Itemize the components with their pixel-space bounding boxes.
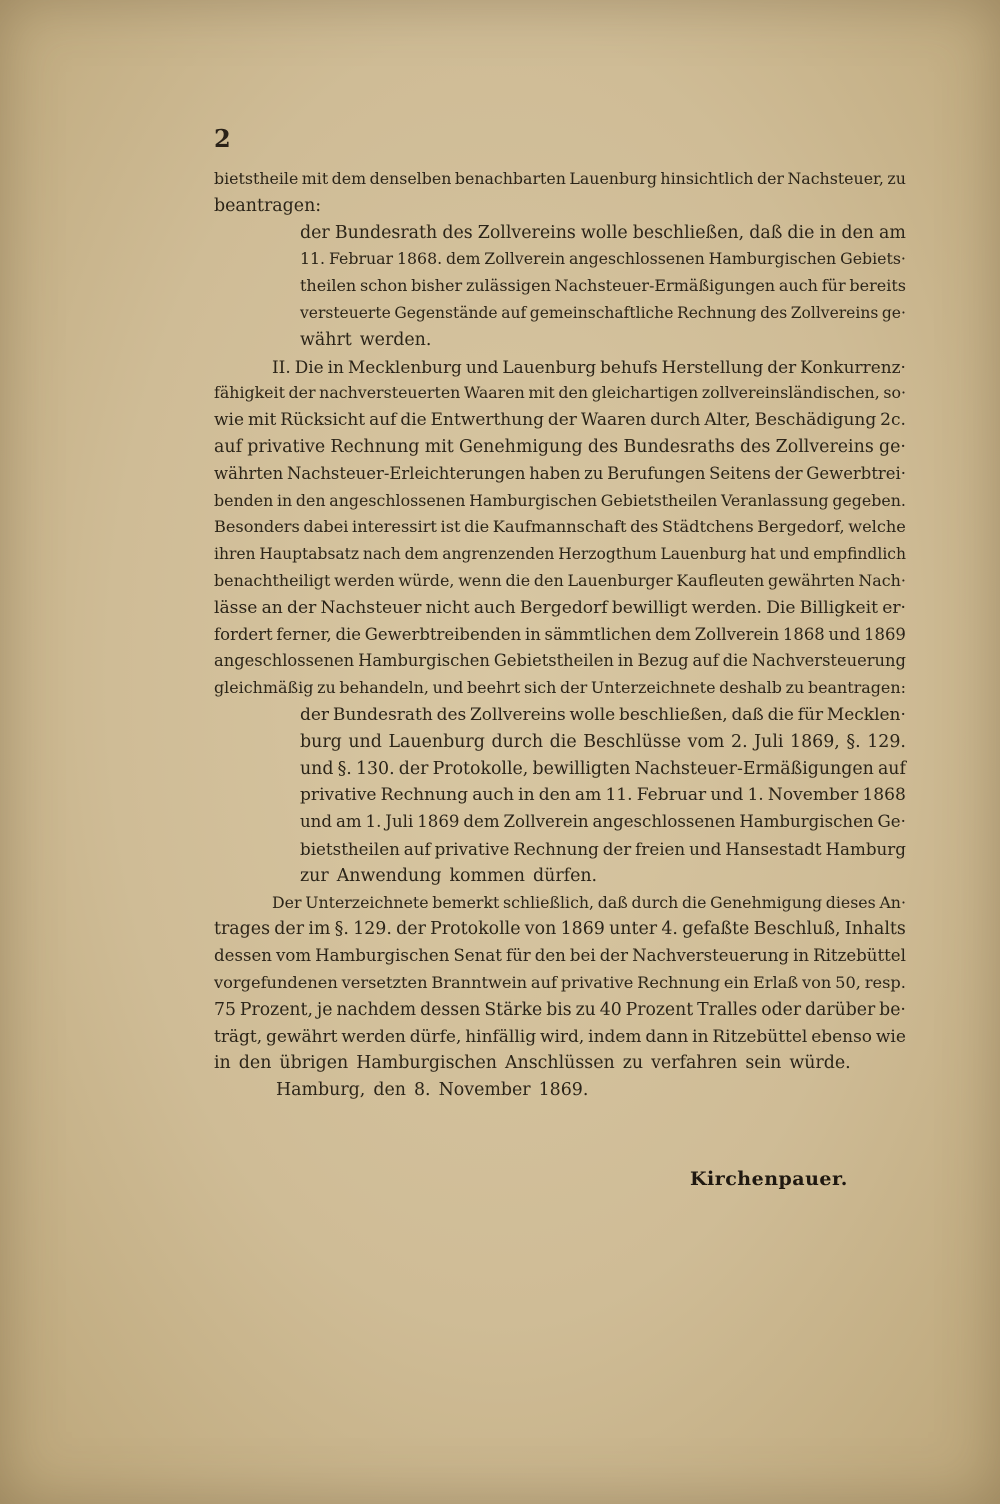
text-line: in den übrigen Hamburgischen Anschlüssen zu verfahren sein würde.: [214, 1053, 851, 1074]
text-line: wie mit Rücksicht auf die Entwerthung der Waaren durch Alter, Beschädigung 2c.: [214, 410, 906, 431]
text-line: Besonders dabei interessirt ist die Kaufmannschaft des Städtchens Bergedorf, welche: [214, 517, 906, 537]
text-line: und §. 130. der Protokolle, bewilligten Nachsteuer-Ermäßigungen auf: [300, 758, 906, 779]
text-line: zur Anwendung kommen dürfen.: [300, 865, 598, 886]
text-line: theilen schon bisher zulässigen Nachsteuer-Ermäßigungen auch für bereits: [300, 276, 906, 296]
text-line: burg und Lauenburg durch die Beschlüsse vom 2. Juli 1869, §. 129.: [300, 731, 906, 752]
text-line: bietstheile mit dem denselben benachbarten Lauenburg hinsichtlich der Nachsteuer, zu: [214, 169, 906, 188]
text-line: währten Nachsteuer-Erleichterungen haben zu Berufungen Seitens der Gewerbtrei·: [214, 463, 906, 483]
signature: Kirchenpauer.: [690, 1168, 848, 1190]
text-line: der Bundesrath des Zollvereins wolle beschließen, daß die in den am: [300, 222, 906, 243]
text-line: benden in den angeschlossenen Hamburgischen Gebietstheilen Veranlassung gegeben.: [214, 490, 906, 510]
text-line: Der Unterzeichnete bemerkt schließlich, daß durch die Genehmigung dieses An·: [272, 892, 906, 912]
text-line: versteuerte Gegenstände auf gemeinschaftliche Rechnung des Zollvereins ge·: [300, 303, 906, 322]
text-line: fordert ferner, die Gewerbtreibenden in sämmtlichen dem Zollverein 1868 und 1869: [214, 624, 906, 644]
text-line: gleichmäßig zu behandeln, und beehrt sich der Unterzeichnete deshalb zu beantragen:: [214, 678, 906, 698]
text-line: währt werden.: [300, 329, 432, 350]
text-line: dessen vom Hamburgischen Senat für den bei der Nachversteuerung in Ritzebüttel: [214, 946, 906, 966]
text-line: vorgefundenen versetzten Branntwein auf privative Rechnung ein Erlaß von 50, resp.: [214, 972, 906, 992]
text-line: auf privative Rechnung mit Genehmigung des Bundesraths des Zollvereins ge·: [214, 436, 906, 457]
text-line: lässe an der Nachsteuer nicht auch Bergedorf bewilligt werden. Die Billigkeit er·: [214, 597, 906, 618]
text-line: benachtheiligt werden würde, wenn die den Lauenburger Kaufleuten gewährten Nach·: [214, 570, 906, 590]
text-line: beantragen:: [214, 195, 322, 216]
text-line: bietstheilen auf privative Rechnung der freien und Hansestadt Hamburg: [300, 838, 906, 859]
text-line: und am 1. Juli 1869 dem Zollverein angeschlossenen Hamburgischen Ge·: [300, 812, 906, 832]
body-text: [214, 166, 906, 1104]
text-line: II. Die in Mecklenburg und Lauenburg behufs Herstellung der Konkurrenz·: [272, 356, 906, 377]
text-line: fähigkeit der nachversteuerten Waaren mit den gleichartigen zollvereinsländischen, so·: [214, 383, 906, 403]
text-line: 11. Februar 1868. dem Zollverein angeschlossenen Hamburgischen Gebiets·: [300, 249, 906, 269]
text-line: trägt, gewährt werden dürfe, hinfällig wird, indem dann in Ritzebüttel ebenso wie: [214, 1026, 906, 1047]
text-line: ihren Hauptabsatz nach dem angrenzenden Herzogthum Lauenburg hat und empfindlich: [214, 545, 906, 564]
text-line: 75 Prozent, je nachdem dessen Stärke bis zu 40 Prozent Tralles oder darüber be·: [214, 999, 906, 1020]
text-line: trages der im §. 129. der Protokolle von 1869 unter 4. gefaßte Beschluß, Inhalts: [214, 919, 906, 940]
text-line: privative Rechnung auch in den am 11. Februar und 1. November 1868: [300, 785, 906, 806]
text-line: angeschlossenen Hamburgischen Gebietstheilen in Bezug auf die Nachversteuerung: [214, 651, 906, 671]
page-number: 2: [214, 124, 231, 153]
text-line: der Bundesrath des Zollvereins wolle beschließen, daß die für Mecklen·: [300, 704, 906, 725]
text-line: Hamburg, den 8. November 1869.: [276, 1080, 589, 1101]
